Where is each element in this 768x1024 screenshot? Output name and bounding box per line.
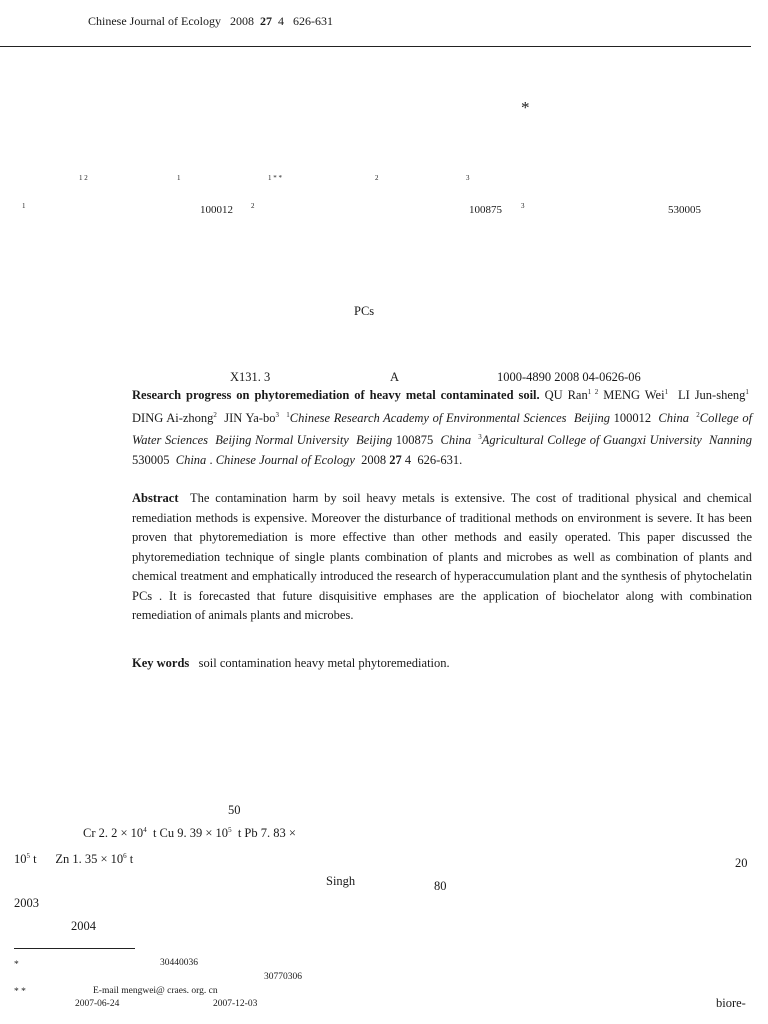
running-header bbox=[88, 14, 333, 29]
footnote-email: E-mail mengwei@ craes. org. cn bbox=[93, 986, 218, 996]
footnote-received-date: 2007-06-24 bbox=[75, 999, 120, 1009]
keywords-text: soil contamination heavy metal phytoremediation. bbox=[198, 656, 450, 670]
keywords-line bbox=[132, 656, 450, 671]
affiliation-1: Chinese Research Academy of Environmental Sciences bbox=[289, 410, 567, 425]
author-sup-1: 1 2 bbox=[79, 174, 88, 182]
journal-name: Chinese Journal of Ecology bbox=[88, 14, 221, 28]
keywords-label: Key words bbox=[132, 656, 190, 670]
affiliation-mark-2: 2 bbox=[251, 202, 255, 210]
journal-pages: 626-631 bbox=[292, 14, 333, 28]
footnote-rule bbox=[14, 948, 135, 949]
affiliation-3: Agricultural College of Guangxi University bbox=[481, 433, 702, 448]
author-sup-5: 3 bbox=[466, 174, 470, 182]
header-rule bbox=[0, 46, 751, 47]
footnote-fund-1: 30440036 bbox=[160, 958, 198, 968]
author-qu-ran: QU Ran bbox=[544, 388, 588, 403]
author-ding-ai-zhong: DING Ai-zhong bbox=[132, 410, 214, 425]
affiliation-2: College of Water Sciences bbox=[132, 410, 753, 448]
author-jin-ya-bo: JIN Ya-bo bbox=[224, 410, 276, 425]
document-code: A bbox=[390, 370, 400, 384]
author-meng-wei: MENG Wei bbox=[603, 388, 665, 403]
citation-journal: Chinese Journal of Ecology bbox=[215, 452, 355, 467]
postcode-2: 100875 bbox=[469, 204, 502, 216]
body-year-2003: 2003 bbox=[14, 896, 39, 910]
footnote-accepted-date: 2007-12-03 bbox=[213, 999, 258, 1009]
title-footnote-mark: * bbox=[521, 98, 530, 117]
journal-issue: 4 bbox=[277, 14, 284, 28]
article-number: 1000-4890 2008 04-0626-06 bbox=[497, 370, 641, 384]
body-num-20: 20 bbox=[735, 856, 748, 870]
affiliation-mark-3: 3 bbox=[521, 202, 525, 210]
body-year-2004: 2004 bbox=[71, 919, 96, 933]
body-num-80: 80 bbox=[434, 879, 447, 893]
body-metal-line-2: $10^5$ t Zn 1. $35 \times 10^6$ t bbox=[14, 852, 134, 867]
abstract-text: The contamination harm by soil heavy metals is extensive. The cost of traditional physical and chemical remediation methods is expensive. Moreover the disturbance of traditional methods on environment is severe. It has been proven that phytoremediation is more effective than other methods and easily operated. This paper discussed the phytoremediation technique of single plants combination of plants and microbes as well as combination of plants and chemical treatment and emphatically introduced the research of hyperaccumulation plant and the synthesis of phytochelatin PCs . It is forecasted that future disquisitive emphases are the application of biochelator along with combination remediation of animals plants and microbes. bbox=[132, 491, 752, 622]
abstract-label: Abstract bbox=[132, 491, 179, 505]
postcode-3: 530005 bbox=[668, 204, 701, 216]
english-title-block: Research progress on phytoremediation of heavy metal contaminated soil. QU Ran$^{1 2}$ MENG Wei$^1$ LI Jun-sheng$^1$ DING Ai-zhong$^2$ JIN $Ya-bo^3$ $^1$Chinese Research Academy of Environmental Sciences Beijing 100012 China $^2$College of Water Sciences Beijing Normal University Beijing 100875 China $^3$Agricultural College of Guangxi University Nanning 530005 China . Chinese Journal of Ecology 2008 27 4 626-631. bbox=[132, 388, 753, 467]
journal-volume: 27 bbox=[259, 14, 272, 28]
author-li-jun-sheng: LI Jun-sheng bbox=[677, 388, 746, 403]
journal-year: 2008 bbox=[229, 14, 254, 28]
body-metal-line: Cr 2. $2 \times 10^4$ t Cu 9. $39 \times 10^5$ t Pb 7. 83 × bbox=[83, 826, 296, 841]
body-continued-word: biore- bbox=[716, 996, 746, 1010]
affiliation-mark-1: 1 bbox=[22, 202, 26, 210]
abstract-cn-pcs: PCs bbox=[354, 304, 375, 318]
footnote-fund-mark: * bbox=[14, 960, 19, 970]
clc-number: X131. 3 bbox=[230, 370, 271, 384]
body-num-50: 50 bbox=[228, 803, 241, 817]
footnote-corr-mark: * * bbox=[14, 987, 26, 997]
author-sup-3: 1 * * bbox=[268, 174, 282, 182]
english-abstract bbox=[132, 489, 752, 626]
author-sup-2: 1 bbox=[177, 174, 181, 182]
body-singh: Singh bbox=[326, 874, 356, 888]
author-sup-4: 2 bbox=[375, 174, 379, 182]
english-title: Research progress on phytoremediation of heavy metal contaminated soil. bbox=[132, 388, 540, 403]
postcode-1: 100012 bbox=[200, 204, 233, 216]
footnote-fund-2: 30770306 bbox=[264, 972, 302, 982]
